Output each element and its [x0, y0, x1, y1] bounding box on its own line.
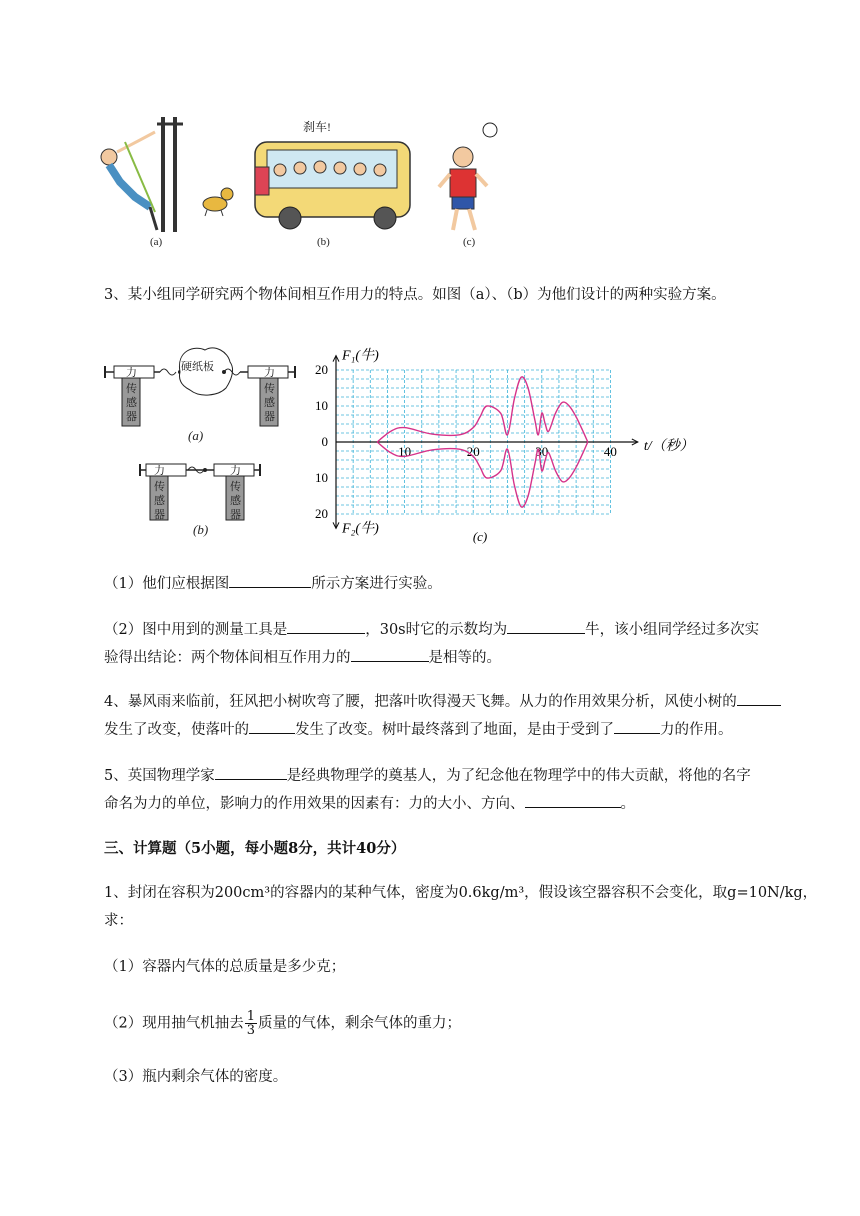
sensor-text-b-left-1: 力 — [154, 465, 165, 477]
q3-sub2-line2-suffix: 是相等的。 — [428, 650, 501, 666]
fraction-one-third — [245, 1010, 257, 1037]
q4-line2 — [104, 718, 733, 741]
sensor-text-a-left-4: 器 — [126, 411, 137, 423]
y-axis-label-top: F₁(牛) — [342, 348, 379, 364]
q3-sub1-prefix: （1）他们应根据图 — [104, 576, 230, 592]
s3-sub3: （3）瓶内剩余气体的密度。 — [104, 1069, 288, 1085]
sensor-text-a-right-4: 器 — [264, 411, 275, 423]
q3-sub2-part2: ，30s时它的示数均为 — [365, 622, 508, 638]
q3-sub2-blank2[interactable] — [507, 618, 585, 634]
sensor-text-b-right-1: 力 — [230, 465, 241, 477]
y-tick-label: 10 — [315, 398, 328, 413]
sensor-text-b-left-2: 传 — [154, 481, 165, 493]
q4-blank2[interactable] — [249, 718, 295, 734]
q3-sub2-line2-prefix: 验得出结论：两个物体间相互作用力的 — [104, 650, 351, 666]
q3-sub1-suffix: 所示方案进行实验。 — [311, 576, 442, 592]
bus-illustration — [255, 142, 410, 229]
sensor-text-a-right-2: 传 — [264, 383, 275, 395]
chart-caption: (c) — [472, 529, 488, 545]
q4-blank1[interactable] — [737, 690, 781, 706]
q4-line2-part2: 发生了改变。树叶最终落到了地面，是由于受到了 — [295, 722, 614, 738]
q3-sub2-part1: （2）图中用到的测量工具是 — [104, 622, 288, 638]
y-tick-label: 20 — [315, 362, 328, 377]
s3-q1-line2: 求： — [104, 913, 133, 929]
q4-line2-part1: 发生了改变，使落叶的 — [104, 722, 249, 738]
top-caption-c: (c) — [463, 236, 476, 248]
x-tick-label: 20 — [466, 444, 480, 459]
q4-blank3[interactable] — [614, 718, 660, 734]
sensor-text-b-right-3: 感 — [230, 495, 241, 507]
sensor-text-a-left-2: 传 — [126, 383, 137, 395]
q3-sub2-line2 — [104, 646, 501, 669]
force-time-chart — [308, 330, 694, 545]
y-tick-label: 0 — [321, 434, 328, 449]
force-time-chart-svg — [308, 330, 694, 545]
sensor-text-a-left-1: 力 — [126, 367, 137, 379]
fig-a-caption: (a) — [188, 428, 204, 443]
fig-b-caption: (b) — [193, 522, 209, 537]
sensor-text-b-left-4: 器 — [154, 509, 165, 521]
board-label: 硬纸板 — [181, 361, 214, 373]
sensor-text-b-left-3: 感 — [154, 495, 165, 507]
q5-line2 — [104, 792, 635, 815]
q3-sub1-blank[interactable] — [229, 572, 311, 588]
top-caption-b: (b) — [317, 236, 330, 248]
q3-stem: 3、某小组同学研究两个物体间相互作用力的特点。如图（a）、（b）为他们设计的两种实验方案。 — [104, 287, 726, 303]
top-caption-a: (a) — [150, 236, 163, 248]
sensor-text-a-left-3: 感 — [126, 397, 137, 409]
fraction-denominator: 3 — [246, 1023, 256, 1038]
high-jump-illustration — [101, 117, 183, 232]
q5-line2-prefix: 命名为力的单位，影响力的作用效果的因素有：力的大小、方向、 — [104, 796, 525, 812]
y-axis-label-bottom: F₂(牛) — [342, 521, 379, 537]
bus-speech-label: 刹车! — [303, 120, 331, 134]
x-tick-label: 40 — [603, 444, 617, 459]
s3-sub2-prefix: （2）现用抽气机抽去 — [104, 1015, 244, 1032]
x-axis-label: t/（秒） — [643, 439, 694, 454]
q3-sub2-blank1[interactable] — [287, 618, 365, 634]
soccer-player-illustration — [439, 123, 497, 230]
q5-line2-suffix: 。 — [620, 796, 635, 812]
series-line-f1 — [377, 377, 588, 442]
s3-sub1: （1）容器内气体的总质量是多少克； — [104, 959, 346, 975]
sensor-text-a-right-1: 力 — [264, 367, 275, 379]
x-tick-label: 30 — [535, 444, 549, 459]
y-tick-label: 20 — [315, 506, 328, 521]
fraction-numerator: 1 — [246, 1009, 256, 1024]
q4-line1 — [104, 690, 781, 713]
q5-blank2[interactable] — [525, 792, 621, 808]
sensor-text-b-right-4: 器 — [230, 509, 241, 521]
sensor-text-b-right-2: 传 — [230, 481, 241, 493]
sensor-text-a-right-3: 感 — [264, 397, 275, 409]
q4-line2-part3: 力的作用。 — [660, 722, 733, 738]
y-tick-label: 10 — [315, 470, 328, 485]
s3-sub2-suffix: 质量的气体，剩余气体的重力； — [258, 1015, 462, 1032]
x-tick-label: 10 — [398, 444, 412, 459]
section3-heading: 三、计算题（5小题，每小题8分，共计40分） — [104, 840, 406, 857]
q5-line1-prefix: 5、英国物理学家 — [104, 768, 215, 784]
s3-sub2 — [104, 1010, 461, 1037]
q3-sub2 — [104, 618, 759, 641]
dog-illustration — [203, 188, 233, 216]
q3-sub1 — [104, 572, 442, 595]
q3-sub2-part3: 牛，该小组同学经过多次实 — [585, 622, 760, 638]
q3-sub2-blank3[interactable] — [351, 646, 429, 662]
s3-q1-line1: 1、封闭在容积为200cm³的容器内的某种气体，密度为0.6kg/m³，假设该空器容积不会变化，取g=10N/kg， — [104, 885, 818, 901]
q5-blank1[interactable] — [215, 764, 287, 780]
q5-line1-suffix: 是经典物理学的奠基人，为了纪念他在物理学中的伟大贡献，将他的名字 — [286, 768, 751, 784]
q5-line1 — [104, 764, 751, 787]
q4-line1-prefix: 4、暴风雨来临前，狂风把小树吹弯了腰，把落叶吹得漫天飞舞。从力的作用效果分析，风使小树的 — [104, 694, 737, 710]
